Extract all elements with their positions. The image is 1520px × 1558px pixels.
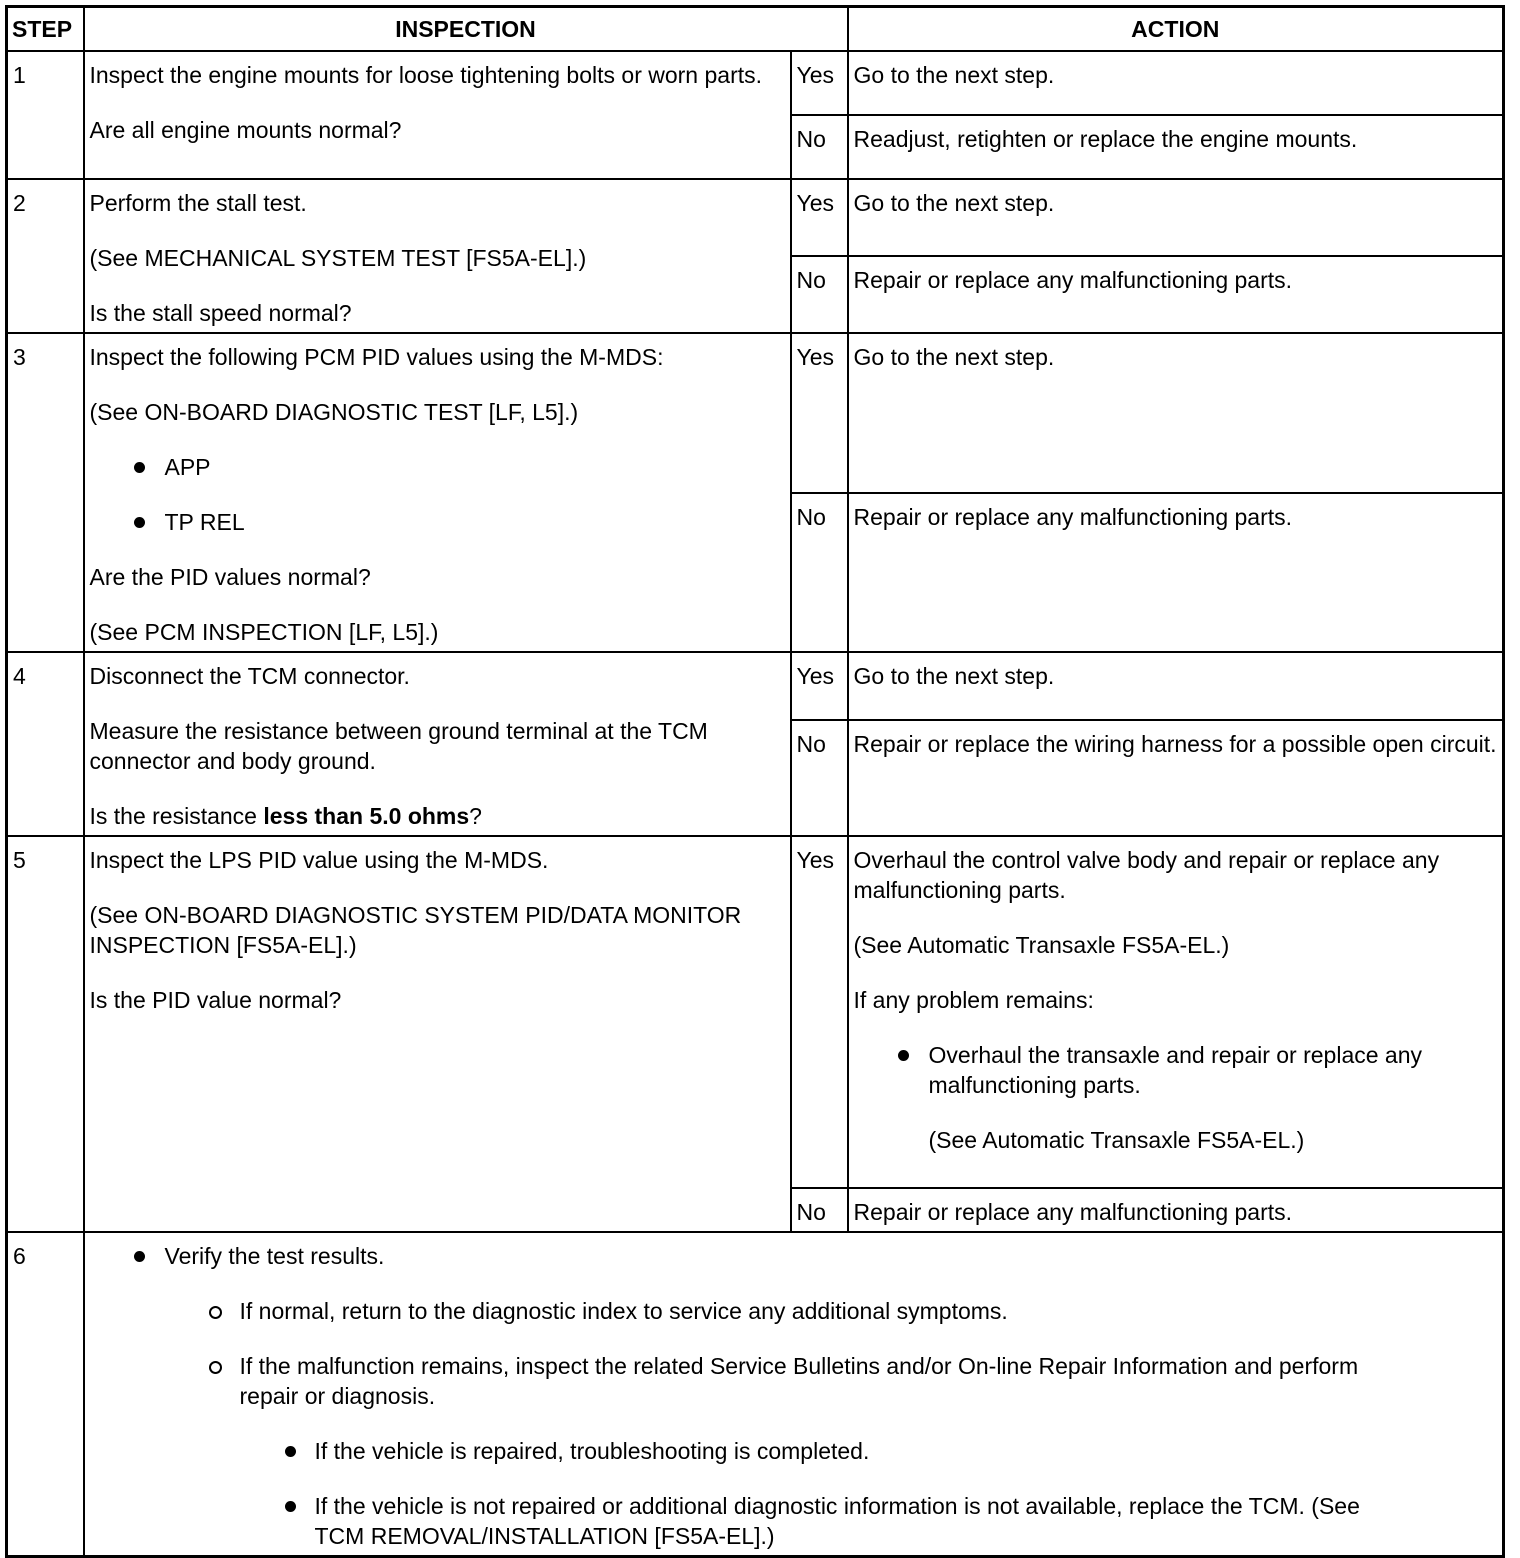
yes-label: Yes (791, 333, 848, 493)
inspection-question (90, 801, 785, 831)
inspection-cell (84, 179, 791, 333)
step-number: 3 (7, 333, 84, 652)
step-number: 6 (7, 1232, 84, 1557)
action-header: ACTION (848, 7, 1504, 52)
yes-action: Go to the next step. (848, 652, 1504, 720)
inspection-cell (84, 333, 791, 652)
no-action: Repair or replace any malfunctioning parts. (848, 256, 1504, 333)
inspection-cell (84, 652, 791, 836)
question-text: Is the resistance (89, 803, 264, 829)
yes-label: Yes (791, 836, 848, 1188)
inspection-text: Measure the resistance between ground terminal at the TCM connector and body ground. (89, 718, 708, 774)
inspection-question: Are the PID values normal? (89, 564, 371, 590)
final-step-cell (84, 1232, 1504, 1557)
inspection-reference: (See PCM INSPECTION [LF, L5].) (89, 619, 439, 645)
yes-action: Go to the next step. (848, 51, 1504, 115)
inspection-cell (84, 836, 791, 1232)
no-action: Repair or replace any malfunctioning parts. (848, 1188, 1504, 1232)
no-label: No (791, 1188, 848, 1232)
action-reference: (See Automatic Transaxle FS5A-EL.) (928, 1127, 1305, 1153)
inspection-reference: (See MECHANICAL SYSTEM TEST [FS5A-EL].) (89, 245, 587, 271)
inspection-reference: (See ON-BOARD DIAGNOSTIC TEST [LF, L5].) (89, 399, 579, 425)
bullet-item: Overhaul the transaxle and repair or replace any malfunctioning parts. (854, 1040, 1498, 1100)
bullet-item: APP (90, 452, 785, 482)
inspection-reference: (See ON-BOARD DIAGNOSTIC SYSTEM PID/DATA MONITOR INSPECTION [FS5A-EL].) (89, 902, 742, 958)
no-action: Repair or replace any malfunctioning parts. (848, 493, 1504, 653)
no-label: No (791, 493, 848, 653)
sub-sub-bullet-item: If the vehicle is not repaired or additional diagnostic information is not available, replace the TCM. (See TCM REMOVAL/INSTALLATION [FS5A-EL].) (90, 1491, 1498, 1551)
inspection-question: Is the stall speed normal? (89, 300, 352, 326)
step-number: 2 (7, 179, 84, 333)
table-row (7, 1232, 1504, 1557)
action-text: If any problem remains: (853, 987, 1094, 1013)
inspection-header: INSPECTION (84, 7, 848, 52)
no-label: No (791, 115, 848, 179)
sub-sub-bullet-item: If the vehicle is repaired, troubleshooting is completed. (90, 1436, 1498, 1466)
yes-action: Overhaul the control valve body and repair or replace any malfunctioning parts. (853, 847, 1440, 903)
yes-label: Yes (791, 179, 848, 256)
yes-action-cell (848, 836, 1504, 1188)
no-action: Readjust, retighten or replace the engine mounts. (848, 115, 1504, 179)
no-action: Repair or replace the wiring harness for a possible open circuit. (848, 720, 1504, 836)
step-header: STEP (7, 7, 84, 52)
table-row (7, 179, 1504, 256)
action-reference: (See Automatic Transaxle FS5A-EL.) (853, 932, 1230, 958)
header-row (7, 7, 1504, 52)
bullet-item: TP REL (90, 507, 785, 537)
step-number: 4 (7, 652, 84, 836)
yes-label: Yes (791, 652, 848, 720)
inspection-text: Inspect the engine mounts for loose tightening bolts or worn parts. (89, 62, 763, 88)
sub-bullet-item: If normal, return to the diagnostic index to service any additional symptoms. (90, 1296, 1498, 1326)
yes-label: Yes (791, 51, 848, 115)
sub-bullet-item: If the malfunction remains, inspect the related Service Bulletins and/or On-line Repair Information and perform repair or diagnosis. (90, 1351, 1498, 1411)
table-row (7, 51, 1504, 115)
yes-action: Go to the next step. (848, 333, 1504, 493)
yes-action: Go to the next step. (848, 179, 1504, 256)
no-label: No (791, 720, 848, 836)
table-row (7, 652, 1504, 720)
question-mark: ? (469, 803, 482, 829)
table-row (7, 836, 1504, 1188)
inspection-text: Perform the stall test. (89, 190, 307, 216)
inspection-question: Is the PID value normal? (89, 987, 342, 1013)
inspection-cell (84, 51, 791, 179)
no-label: No (791, 256, 848, 333)
diagnostic-table (5, 5, 1505, 1558)
question-threshold: less than 5.0 ohms (263, 803, 470, 829)
step-number: 5 (7, 836, 84, 1232)
step-number: 1 (7, 51, 84, 179)
inspection-question: Are all engine mounts normal? (89, 117, 402, 143)
table-row (7, 333, 1504, 493)
inspection-text: Inspect the following PCM PID values using the M-MDS: (89, 344, 664, 370)
inspection-text: Inspect the LPS PID value using the M-MDS. (89, 847, 549, 873)
bullet-item: Verify the test results. (90, 1241, 1498, 1271)
inspection-text: Disconnect the TCM connector. (89, 663, 410, 689)
